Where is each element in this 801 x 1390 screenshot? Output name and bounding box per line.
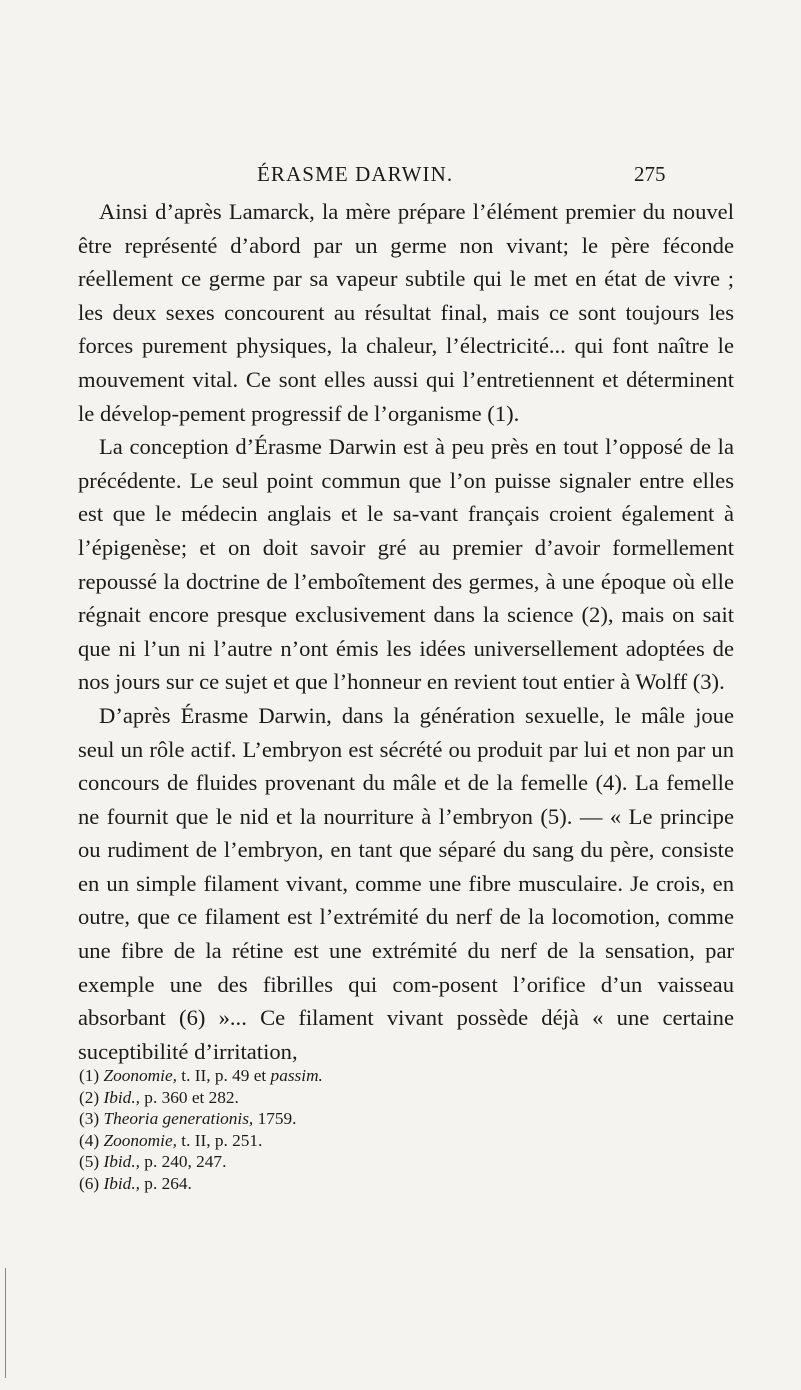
footnote-work: Ibid., — [103, 1152, 140, 1172]
footnote-3 — [79, 1108, 699, 1130]
page-header — [0, 152, 801, 192]
footnote-ref: 1759. — [257, 1109, 297, 1129]
footnote-work: Ibid., — [103, 1087, 140, 1107]
paragraph-lamarck: Ainsi d’après Lamarck, la mère prépare l’élément premier du nouvel être représenté d’abord par un germe non vivant; le père féconde réellement ce germe par sa vapeur subtile qui le met en état de vivre ; les deux sexes concourent au résultat final, mais ce sont toujours les forces purement physiques, la chaleur, l’électricité... qui font naître le mouvement vital. Ce sont elles aussi qui l’entretiennent et déterminent le dévelop-pement progressif de l’organisme (1). — [78, 199, 734, 426]
footnote-6 — [79, 1173, 699, 1195]
page-edge-mark — [5, 1268, 6, 1378]
footnote-2 — [79, 1087, 699, 1109]
footnote-work: Theoria generationis, — [103, 1109, 254, 1129]
footnote-number: (1) — [79, 1066, 100, 1085]
footnote-ref: p. 240, 247. — [144, 1152, 227, 1172]
footnote-1 — [79, 1065, 699, 1087]
footnote-number: (4) — [79, 1130, 100, 1150]
footnote-extra: passim. — [270, 1066, 323, 1085]
page-number: 275 — [634, 162, 666, 186]
footnote-5 — [79, 1151, 699, 1173]
body-text — [78, 195, 734, 1068]
footnote-number: (6) — [79, 1173, 100, 1193]
footnote-ref: p. 360 et 282. — [144, 1087, 239, 1107]
footnote-number: (2) — [79, 1087, 100, 1107]
footnote-number: (3) — [79, 1109, 100, 1129]
footnote-ref: t. II, p. 49 et — [181, 1066, 267, 1085]
footnote-work: Ibid., — [103, 1173, 140, 1193]
paragraph-generation: D’après Érasme Darwin, dans la génération sexuelle, le mâle joue seul un rôle actif. L’embryon est sécrété ou produit par lui et non par un concours de fluides provenant du mâle et de la femelle (4). La femelle ne fournit que le nid et la nourriture à l’embryon (5). — « Le principe ou rudiment de l’embryon, en tant que séparé du sang du père, consiste en un simple filament vivant, comme une fibre musculaire. Je crois, en outre, que ce filament est l’extrémité du nerf de la locomotion, comme une fibre de la rétine est une extrémité du nerf de la sensation, par exemple une des fibrilles qui com-posent l’orifice d’un vaisseau absorbant (6) »... Ce filament vivant possède déjà « une certaine suceptibilité d’irritation, — [78, 702, 734, 1064]
footnote-ref: p. 264. — [144, 1173, 192, 1193]
footnote-work: Zoonomie, — [103, 1130, 177, 1150]
footnotes — [79, 1065, 699, 1195]
footnote-4 — [79, 1130, 699, 1152]
footnote-number: (5) — [79, 1152, 100, 1172]
paragraph-conception: La conception d’Érasme Darwin est à peu près en tout l’opposé de la précédente. Le seul point commun que l’on puisse signaler entre elles est que le médecin anglais et le sa-vant français croient également à l’épigenèse; et on doit savoir gré au premier d’avoir formellement repoussé la doctrine de l’emboîtement des germes, à une époque où elle régnait encore presque exclusivement dans la science (2), mais on sait que ni l’un ni l’autre n’ont émis les idées universellement adoptées de nos jours sur ce sujet et que l’honneur en revient tout entier à Wolff (3). — [78, 434, 734, 695]
running-title: ÉRASME DARWIN. — [257, 162, 454, 186]
footnote-work: Zoonomie, — [103, 1066, 177, 1085]
footnote-ref: t. II, p. 251. — [181, 1130, 263, 1150]
